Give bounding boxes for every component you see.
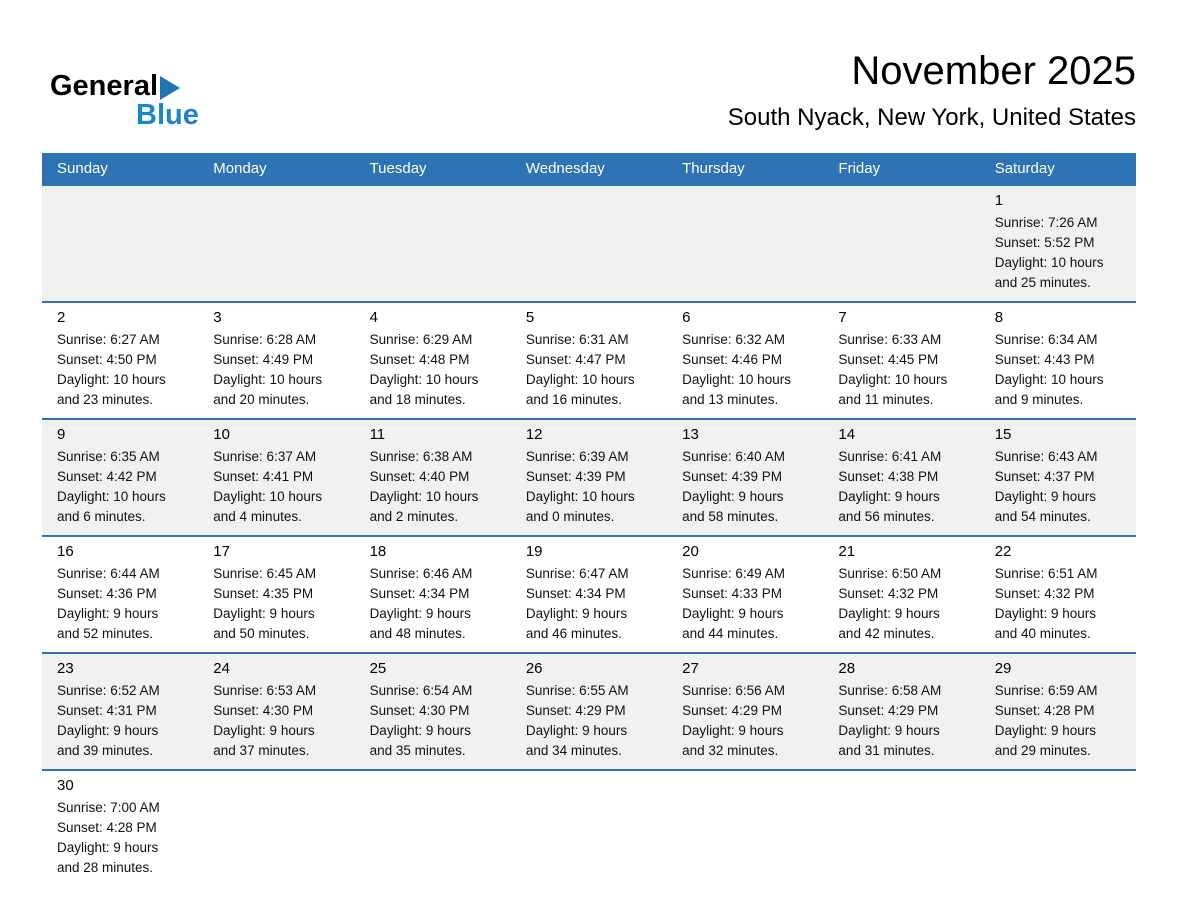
day-info-line: Daylight: 9 hours xyxy=(838,722,940,738)
week-row xyxy=(42,184,1136,301)
day-info-line: Daylight: 9 hours xyxy=(838,605,940,621)
day-cell xyxy=(823,537,979,652)
day-info-line: Sunrise: 6:39 AM xyxy=(525,448,629,464)
day-cell xyxy=(42,303,198,418)
day-info-line: Sunrise: 6:54 AM xyxy=(369,682,473,698)
day-number: 24 xyxy=(213,659,230,677)
day-info-line: Sunset: 4:37 PM xyxy=(994,468,1095,484)
day-info-line: and 32 minutes. xyxy=(682,742,779,758)
day-info-line: Sunrise: 6:27 AM xyxy=(57,331,160,347)
day-number: 7 xyxy=(838,308,847,326)
day-cell-empty xyxy=(355,186,511,301)
general-blue-logo xyxy=(50,48,199,130)
day-info-line: and 40 minutes. xyxy=(994,625,1091,641)
day-info-line: and 54 minutes. xyxy=(994,508,1091,524)
logo-text-blue: Blue xyxy=(136,99,199,131)
day-info-line: Sunset: 4:45 PM xyxy=(838,351,939,367)
week-row xyxy=(42,652,1136,769)
day-cell xyxy=(198,420,354,535)
day-info-line: and 58 minutes. xyxy=(682,508,779,524)
weekday-monday: Monday xyxy=(213,159,267,177)
day-info-line: and 34 minutes. xyxy=(525,742,622,758)
day-number: 19 xyxy=(525,542,543,560)
day-info-line: Sunrise: 6:31 AM xyxy=(525,331,629,347)
day-info-line: Sunset: 4:40 PM xyxy=(369,468,470,484)
day-cell xyxy=(42,771,198,886)
day-number: 14 xyxy=(838,425,856,443)
day-info-line: Daylight: 9 hours xyxy=(994,722,1097,738)
day-info-line: Sunset: 4:29 PM xyxy=(838,702,939,718)
day-cell xyxy=(198,303,354,418)
day-info-line: Daylight: 9 hours xyxy=(213,605,315,621)
day-number: 4 xyxy=(369,308,378,326)
day-info-line: Daylight: 10 hours xyxy=(213,371,323,387)
day-number: 25 xyxy=(369,659,387,677)
day-cell xyxy=(355,303,511,418)
weekday-saturday: Saturday xyxy=(994,159,1055,177)
day-info-line: and 52 minutes. xyxy=(57,625,154,641)
day-info-line: Sunset: 4:39 PM xyxy=(682,468,782,484)
day-number: 3 xyxy=(213,308,222,326)
day-info-line: Daylight: 10 hours xyxy=(369,488,479,504)
day-info-line: Sunset: 4:41 PM xyxy=(213,468,314,484)
day-info-line: and 25 minutes. xyxy=(994,274,1091,290)
day-info-line: and 56 minutes. xyxy=(838,508,935,524)
day-cell xyxy=(980,420,1136,535)
day-number: 28 xyxy=(838,659,856,677)
day-info-line: Sunset: 4:28 PM xyxy=(57,819,157,835)
day-cell xyxy=(42,537,198,652)
day-info-line: Sunset: 4:34 PM xyxy=(369,585,470,601)
day-info-line: Sunrise: 7:26 AM xyxy=(994,214,1098,230)
day-info-line: and 6 minutes. xyxy=(57,508,146,524)
day-cell xyxy=(667,303,823,418)
day-cell-empty xyxy=(198,186,354,301)
page-header xyxy=(0,0,1188,133)
day-info-line: Sunset: 4:49 PM xyxy=(213,351,314,367)
day-number: 30 xyxy=(57,776,74,794)
day-info-line: and 0 minutes. xyxy=(525,508,615,524)
day-info-line: Sunrise: 6:45 AM xyxy=(213,565,317,581)
day-info-line: Sunset: 4:32 PM xyxy=(838,585,939,601)
day-number: 10 xyxy=(213,425,230,443)
day-cell xyxy=(823,654,979,769)
weekday-thursday: Thursday xyxy=(682,159,745,177)
logo-text-general: General xyxy=(50,70,158,102)
day-number: 15 xyxy=(994,425,1012,443)
day-info-line: Sunset: 4:39 PM xyxy=(525,468,626,484)
day-number: 1 xyxy=(994,191,1004,209)
day-cell xyxy=(511,303,667,418)
day-info-line: Daylight: 10 hours xyxy=(369,371,479,387)
day-cell-empty xyxy=(667,771,823,886)
day-info-line: Daylight: 10 hours xyxy=(994,254,1104,270)
day-info-line: Sunset: 5:52 PM xyxy=(994,234,1095,250)
day-number: 22 xyxy=(994,542,1012,560)
page-subtitle: South Nyack, New York, United States xyxy=(727,104,1136,131)
day-number: 13 xyxy=(682,425,699,443)
day-info-line: and 4 minutes. xyxy=(213,508,302,524)
day-info-line: Sunset: 4:31 PM xyxy=(57,702,157,718)
day-info-line: Sunset: 4:32 PM xyxy=(994,585,1095,601)
day-info-line: Sunset: 4:28 PM xyxy=(994,702,1095,718)
day-info-line: and 50 minutes. xyxy=(213,625,310,641)
day-cell-empty xyxy=(355,771,511,886)
day-info-line: and 31 minutes. xyxy=(838,742,935,758)
day-info-line: Daylight: 9 hours xyxy=(57,839,159,855)
day-cell-empty xyxy=(823,186,979,301)
day-cell-empty xyxy=(511,771,667,886)
day-cell xyxy=(511,654,667,769)
day-info-line: and 46 minutes. xyxy=(525,625,622,641)
day-info-line: Daylight: 10 hours xyxy=(682,371,791,387)
day-cell xyxy=(355,420,511,535)
day-info-line: Sunrise: 6:50 AM xyxy=(838,565,942,581)
day-info-line: and 9 minutes. xyxy=(994,391,1084,407)
weekday-wednesday: Wednesday xyxy=(525,159,605,177)
day-info-line: Sunrise: 6:44 AM xyxy=(57,565,160,581)
day-cell xyxy=(42,420,198,535)
day-cell-empty xyxy=(980,771,1136,886)
day-info-line: Sunrise: 6:55 AM xyxy=(525,682,629,698)
day-cell xyxy=(198,654,354,769)
day-info-line: Daylight: 10 hours xyxy=(525,488,635,504)
day-cell-empty xyxy=(667,186,823,301)
day-cell xyxy=(980,186,1136,301)
day-info-line: Daylight: 10 hours xyxy=(838,371,948,387)
day-cell xyxy=(980,654,1136,769)
day-cell xyxy=(511,420,667,535)
calendar xyxy=(42,153,1136,886)
day-info-line: Sunset: 4:35 PM xyxy=(213,585,314,601)
day-info-line: Daylight: 9 hours xyxy=(994,488,1097,504)
day-info-line: Daylight: 9 hours xyxy=(57,722,159,738)
day-info-line: Daylight: 10 hours xyxy=(57,371,166,387)
day-info-line: Daylight: 9 hours xyxy=(682,605,784,621)
day-info-line: Sunrise: 6:41 AM xyxy=(838,448,942,464)
day-cell-empty xyxy=(42,186,198,301)
day-info-line: Daylight: 9 hours xyxy=(369,722,471,738)
day-cell xyxy=(667,654,823,769)
day-info-line: Sunrise: 6:35 AM xyxy=(57,448,160,464)
day-info-line: and 37 minutes. xyxy=(213,742,310,758)
week-row xyxy=(42,301,1136,418)
day-number: 26 xyxy=(525,659,543,677)
day-info-line: Daylight: 10 hours xyxy=(994,371,1104,387)
day-info-line: and 11 minutes. xyxy=(838,391,934,407)
day-cell xyxy=(823,420,979,535)
day-info-line: Sunrise: 6:59 AM xyxy=(994,682,1098,698)
day-info-line: Sunset: 4:50 PM xyxy=(57,351,157,367)
day-info-line: Sunset: 4:43 PM xyxy=(994,351,1095,367)
day-cell-empty xyxy=(198,771,354,886)
week-row xyxy=(42,418,1136,535)
day-number: 11 xyxy=(369,425,386,443)
day-info-line: and 44 minutes. xyxy=(682,625,779,641)
day-info-line: Daylight: 9 hours xyxy=(369,605,471,621)
day-info-line: and 42 minutes. xyxy=(838,625,935,641)
day-info-line: and 48 minutes. xyxy=(369,625,466,641)
day-info-line: Sunset: 4:48 PM xyxy=(369,351,470,367)
week-row xyxy=(42,535,1136,652)
day-info-line: Sunrise: 6:58 AM xyxy=(838,682,942,698)
day-info-line: Sunset: 4:30 PM xyxy=(213,702,314,718)
day-info-line: and 18 minutes. xyxy=(369,391,466,407)
day-info-line: Sunrise: 6:37 AM xyxy=(213,448,317,464)
day-cell xyxy=(355,654,511,769)
day-info-line: Sunset: 4:30 PM xyxy=(369,702,470,718)
day-number: 20 xyxy=(682,542,699,560)
day-number: 8 xyxy=(994,308,1004,326)
week-row xyxy=(42,769,1136,886)
weeks-grid xyxy=(42,184,1136,886)
day-number: 5 xyxy=(525,308,535,326)
day-number: 6 xyxy=(682,308,691,326)
day-info-line: Sunrise: 6:52 AM xyxy=(57,682,160,698)
day-number: 12 xyxy=(525,425,543,443)
day-info-line: Sunset: 4:47 PM xyxy=(525,351,626,367)
day-number: 17 xyxy=(213,542,230,560)
day-number: 9 xyxy=(57,425,66,443)
day-cell xyxy=(42,654,198,769)
title-block xyxy=(728,48,1136,133)
day-cell xyxy=(980,303,1136,418)
day-info-line: Sunset: 4:33 PM xyxy=(682,585,782,601)
day-info-line: Daylight: 9 hours xyxy=(525,722,628,738)
day-cell xyxy=(198,537,354,652)
page-title: November 2025 xyxy=(851,49,1136,93)
day-info-line: Sunrise: 6:33 AM xyxy=(838,331,942,347)
day-info-line: Sunrise: 7:00 AM xyxy=(57,799,160,815)
day-info-line: Sunset: 4:38 PM xyxy=(838,468,939,484)
day-info-line: Daylight: 9 hours xyxy=(525,605,628,621)
day-info-line: Sunset: 4:36 PM xyxy=(57,585,157,601)
day-info-line: Daylight: 9 hours xyxy=(682,488,784,504)
day-info-line: Sunrise: 6:53 AM xyxy=(213,682,317,698)
logo-top-row xyxy=(50,72,199,101)
day-info-line: and 28 minutes. xyxy=(57,859,154,875)
day-info-line: Sunset: 4:42 PM xyxy=(57,468,157,484)
day-info-line: Sunrise: 6:49 AM xyxy=(682,565,785,581)
day-cell xyxy=(823,303,979,418)
day-number: 16 xyxy=(57,542,74,560)
day-info-line: and 39 minutes. xyxy=(57,742,154,758)
day-info-line: and 20 minutes. xyxy=(213,391,310,407)
day-number: 2 xyxy=(57,308,66,326)
day-info-line: Sunrise: 6:28 AM xyxy=(213,331,317,347)
weekday-tuesday: Tuesday xyxy=(369,159,427,177)
day-number: 23 xyxy=(57,659,74,677)
day-info-line: Sunset: 4:46 PM xyxy=(682,351,782,367)
day-number: 29 xyxy=(994,659,1012,677)
day-info-line: Sunrise: 6:32 AM xyxy=(682,331,785,347)
day-info-line: Sunrise: 6:47 AM xyxy=(525,565,629,581)
day-info-line: Sunrise: 6:56 AM xyxy=(682,682,785,698)
day-info-line: and 29 minutes. xyxy=(994,742,1091,758)
weekday-friday: Friday xyxy=(838,159,881,177)
day-info-line: Daylight: 9 hours xyxy=(213,722,315,738)
day-info-line: Sunrise: 6:46 AM xyxy=(369,565,473,581)
day-info-line: Sunrise: 6:29 AM xyxy=(369,331,473,347)
day-cell-empty xyxy=(823,771,979,886)
day-number: 21 xyxy=(838,542,856,560)
day-cell xyxy=(355,537,511,652)
day-info-line: Sunrise: 6:40 AM xyxy=(682,448,785,464)
day-info-line: Sunset: 4:29 PM xyxy=(525,702,626,718)
day-info-line: Daylight: 9 hours xyxy=(838,488,940,504)
day-info-line: and 16 minutes. xyxy=(525,391,622,407)
day-info-line: Daylight: 9 hours xyxy=(682,722,784,738)
day-info-line: and 23 minutes. xyxy=(57,391,154,407)
day-info-line: Sunset: 4:29 PM xyxy=(682,702,782,718)
day-info-line: and 35 minutes. xyxy=(369,742,466,758)
day-cell-empty xyxy=(511,186,667,301)
day-cell xyxy=(667,537,823,652)
day-info-line: and 2 minutes. xyxy=(369,508,459,524)
day-cell xyxy=(980,537,1136,652)
day-info-line: Sunrise: 6:51 AM xyxy=(994,565,1098,581)
day-info-line: Sunset: 4:34 PM xyxy=(525,585,626,601)
day-info-line: Sunrise: 6:34 AM xyxy=(994,331,1098,347)
day-info-line: Daylight: 9 hours xyxy=(994,605,1097,621)
day-number: 27 xyxy=(682,659,699,677)
weekday-header-row xyxy=(42,153,1136,184)
day-info-line: Daylight: 10 hours xyxy=(525,371,635,387)
day-info-line: Daylight: 10 hours xyxy=(57,488,166,504)
day-info-line: Sunrise: 6:43 AM xyxy=(994,448,1098,464)
day-info-line: Daylight: 10 hours xyxy=(213,488,323,504)
logo-triangle-icon xyxy=(160,76,180,100)
day-cell xyxy=(667,420,823,535)
day-number: 18 xyxy=(369,542,387,560)
day-info-line: Daylight: 9 hours xyxy=(57,605,159,621)
day-cell xyxy=(511,537,667,652)
day-info-line: and 13 minutes. xyxy=(682,391,779,407)
day-info-line: Sunrise: 6:38 AM xyxy=(369,448,473,464)
weekday-sunday: Sunday xyxy=(57,159,108,177)
